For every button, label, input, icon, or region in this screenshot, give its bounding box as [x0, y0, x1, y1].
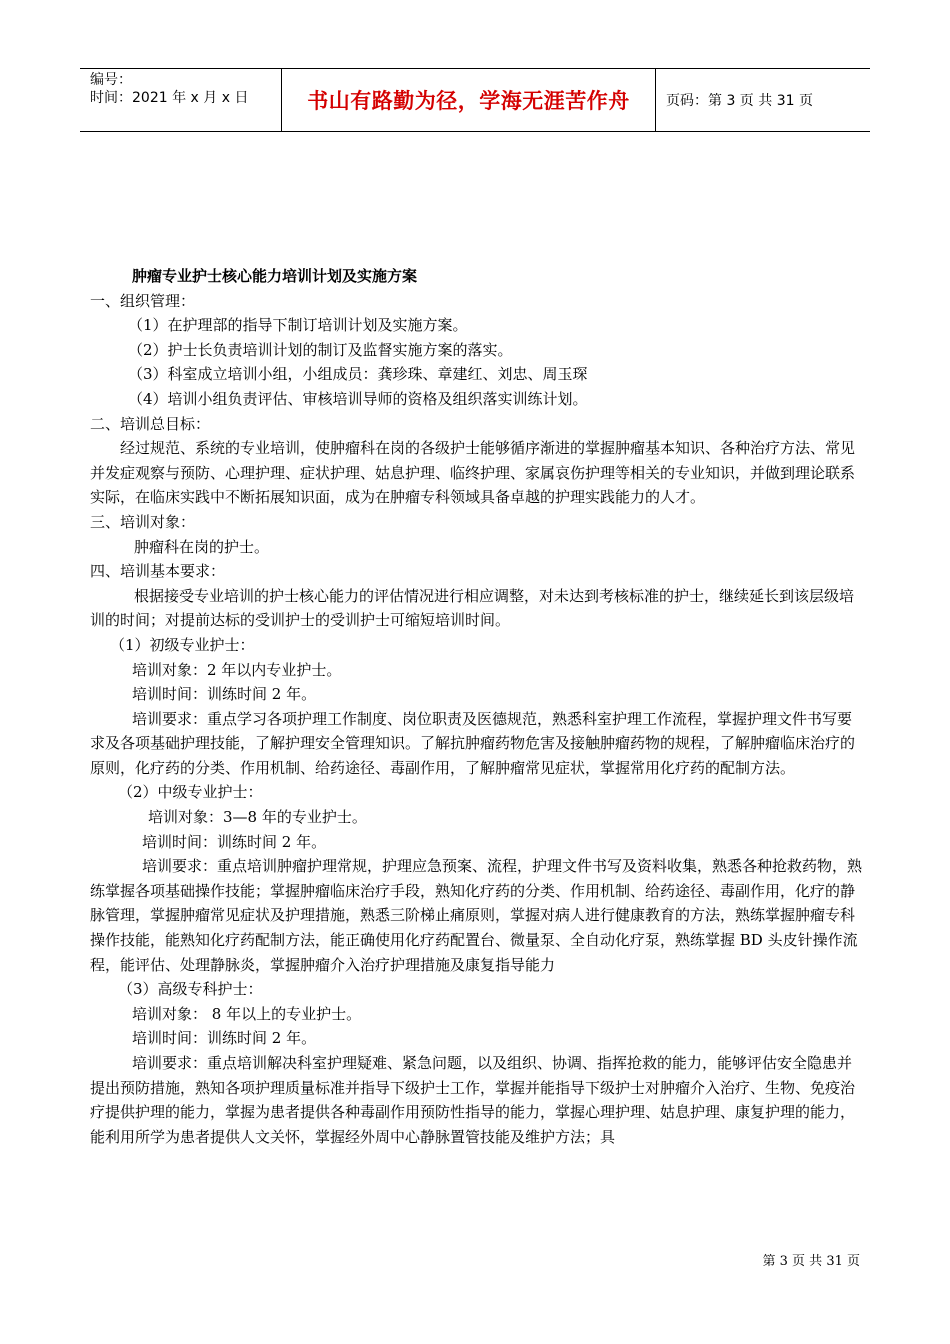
senior-requirements: 培训要求：重点培训解决科室护理疑难、紧急问题，以及组织、协调、指挥抢救的能力，能够评估安全隐患并提出预防措施，熟知各项护理质量标准并指导下级护士工作，掌握并能指导下级护士对肿瘤介入治疗、生物、免疫治疗提供护理的能力，掌握为患者提供各种毒副作用预防性指导的能力，掌握心理护理、姑息护理、康复护理的能力，能利用所学为患者提供人文关怀，掌握经外周中心静脉置管技能及维护方法；具: [90, 1054, 856, 1146]
list-item: （2）护士长负责培训计划的制订及监督实施方案的落实。: [128, 340, 513, 359]
section-heading-target: 三、培训对象：: [90, 512, 196, 531]
middle-requirements: 培训要求：重点培训肿瘤护理常规，护理应急预案、流程，护理文件书写及资料收集，熟悉各种抢救药物，熟练掌握各项基础操作技能；掌握肿瘤临床治疗手段，熟知化疗药的分类、作用机制、给药途径、毒副作用，化疗的静脉管理，掌握肿瘤常见症状及护理措施，熟悉三阶梯止痛原则，掌握对病人进行健康教育的方法，熟练掌握肿瘤专科操作技能，能熟知化疗药配制方法，能正确使用化疗药配置台、微量泵、全自动化疗泵，熟练掌握 BD 头皮针操作流程，能评估、处理静脉炎，掌握肿瘤介入治疗护理措施及康复指导能力: [90, 857, 863, 974]
paragraph-requirements: 根据接受专业培训的护士核心能力的评估情况进行相应调整，对未达到考核标准的护士，继续延长到该层级培训的时间；对提前达标的受训护士的受训护士可缩短培训时间。: [90, 586, 855, 630]
paragraph-target: 肿瘤科在岗的护士。: [134, 537, 270, 556]
senior-target: 培训对象： 8 年以上的专业护士。: [132, 1004, 362, 1023]
section-heading-organization: 一、组织管理：: [90, 291, 196, 310]
document-number-label: 编号：: [90, 72, 132, 88]
list-item: （1）在护理部的指导下制订培训计划及实施方案。: [128, 316, 468, 335]
junior-time: 培训时间：训练时间 2 年。: [132, 685, 317, 704]
document-title: 肿瘤专业护士核心能力培训计划及实施方案: [132, 267, 418, 285]
section-heading-requirements: 四、培训基本要求：: [90, 562, 226, 581]
section-heading-goal: 二、培训总目标：: [90, 414, 211, 433]
subsection-heading-junior: （1）初级专业护士：: [110, 635, 255, 654]
list-item: （4）培训小组负责评估、审核培训导师的资格及组织落实训练计划。: [128, 389, 588, 408]
document-date: 时间：2021 年 x 月 x 日: [90, 90, 249, 106]
paragraph-goal: 经过规范、系统的专业培训，使肿瘤科在岗的各级护士能够循序渐进的掌握肿瘤基本知识、各种治疗方法、常见并发症观察与预防、心理护理、症状护理、姑息护理、临终护理、家属哀伤护理等相关的专业知识，并做到理论联系实际，在临床实践中不断拓展知识面，成为在肿瘤专科领域具备卓越的护理实践能力的人才。: [90, 439, 856, 507]
header-motto: 书山有路勤为径，学海无涯苦作舟: [282, 69, 656, 131]
page-footer: 第 3 页 共 31 页: [762, 1254, 860, 1269]
junior-requirements: 培训要求：重点学习各项护理工作制度、岗位职责及医德规范，熟悉科室护理工作流程，掌握护理文件书写要求及各项基础护理技能，了解护理安全管理知识。了解抗肿瘤药物危害及接触肿瘤药物的规程，了解肿瘤临床治疗的原则，化疗药的分类、作用机制、给药途径、毒副作用，了解肿瘤常见症状，掌握常用化疗药的配制方法。: [90, 709, 856, 777]
subsection-heading-senior: （3）高级专科护士：: [118, 980, 263, 999]
header-page-code: 页码：第 3 页 共 31 页: [666, 93, 813, 109]
document-body: [90, 264, 862, 1149]
header-table: [80, 68, 870, 132]
header-meta: [80, 69, 282, 131]
middle-target: 培训对象：3—8 年的专业护士。: [148, 808, 367, 827]
middle-time: 培训时间：训练时间 2 年。: [142, 832, 327, 851]
subsection-heading-middle: （2）中级专业护士：: [118, 783, 263, 802]
list-item: （3）科室成立培训小组，小组成员：龚珍珠、章建红、刘忠、周玉琛: [128, 365, 588, 384]
senior-time: 培训时间：训练时间 2 年。: [132, 1029, 317, 1048]
junior-target: 培训对象：2 年以内专业护士。: [132, 660, 342, 679]
